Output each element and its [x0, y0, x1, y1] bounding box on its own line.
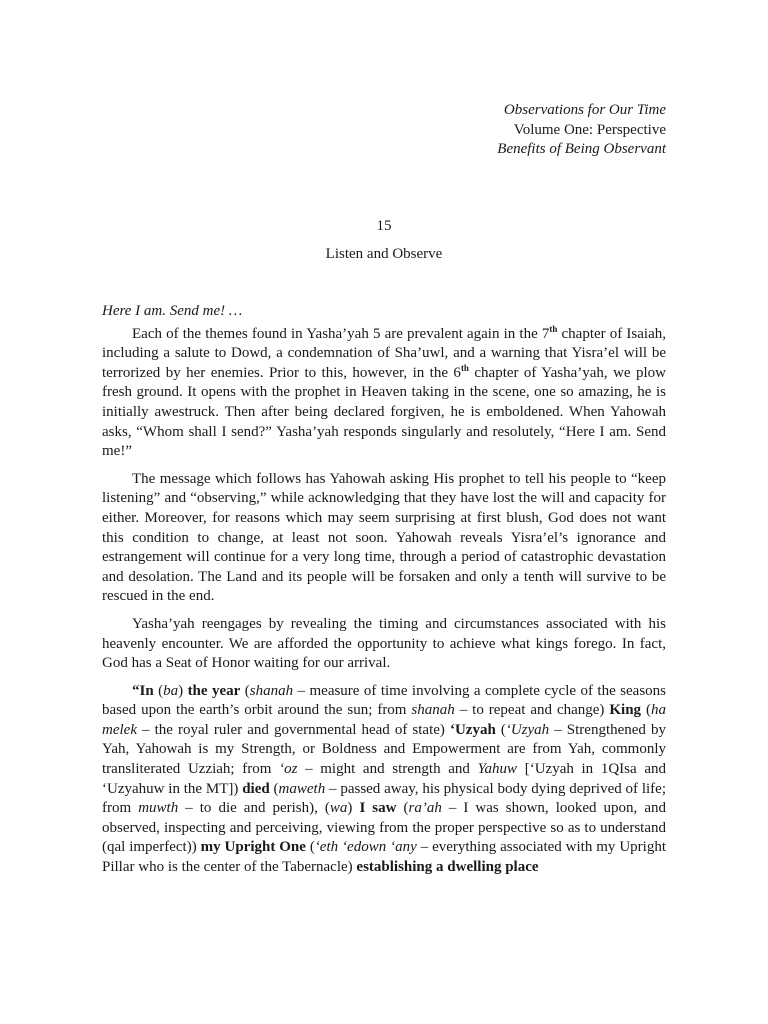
- p4-s33: ra’ah: [408, 800, 442, 817]
- p4-s19: ‘oz: [279, 761, 298, 778]
- paragraph-1: [102, 325, 666, 462]
- p4-s25: maweth: [278, 780, 326, 797]
- p4-s18: – Strengthened by Yah, Yahowah is my Strength, or Boldness and Empowerment are from Yah, commonly transliterated Uzziah; from: [102, 721, 666, 778]
- p4-s30: ): [347, 800, 360, 817]
- p4-s35: my Upright One: [200, 839, 306, 856]
- p4-s20: – might and strength and: [297, 761, 478, 778]
- p4-s13: ha melek: [102, 702, 666, 738]
- p4-s34: – I was shown, looked upon, and observed, inspecting and perceiving, viewing from the proper perspective so as to understand (qal imperfect)): [102, 800, 666, 856]
- p4-s36: (: [305, 839, 315, 856]
- p4-s10: – to repeat and change): [454, 702, 610, 719]
- p4-s1: “In: [132, 682, 154, 699]
- p4-s7: shanah: [249, 682, 294, 699]
- p4-s27: muwth: [138, 800, 179, 817]
- p4-s12: (: [641, 702, 651, 719]
- p4-s29: wa: [329, 800, 348, 817]
- paragraph-4: [102, 682, 666, 878]
- p4-s22: [‘Uzyah in 1QIsa and ‘Uzyahuw in the MT]): [102, 761, 666, 797]
- p4-s39: establishing a dwelling place: [356, 859, 539, 876]
- p4-s32: (: [396, 800, 409, 817]
- p4-s24: (: [269, 780, 279, 797]
- p4-s21: Yahuw: [477, 761, 518, 778]
- volume-title: Volume One: Perspective: [513, 121, 666, 138]
- p4-s2: (: [153, 682, 164, 699]
- p1-sup-1: th: [549, 323, 558, 334]
- p1-sup-2: th: [460, 362, 469, 373]
- p4-s6: (: [240, 682, 250, 699]
- p4-s5: the year: [187, 682, 241, 699]
- p4-s17: ‘Uzyah: [505, 721, 550, 738]
- p1-text-a: Each of the themes found in Yasha’yah 5 are prevalent again in the 7: [132, 325, 550, 342]
- p4-s14: – the royal ruler and governmental head of state): [136, 721, 450, 738]
- section-title: Benefits of Being Observant: [497, 141, 666, 157]
- body-text: [102, 302, 666, 886]
- p4-s9: shanah: [411, 702, 455, 719]
- p4-s4: ): [178, 682, 188, 699]
- chapter-number: 15: [376, 218, 392, 234]
- p4-s38: – everything associated with my Upright Pillar who is the center of the Tabernacle): [102, 839, 666, 876]
- p4-s28: – to die and perish), (: [178, 800, 330, 817]
- p4-s3: ba: [163, 682, 179, 699]
- p1-text-c: chapter of Yasha’yah, we plow fresh ground. It opens with the prophet in Heaven taking in the scene, one so amazing, he is initially awestruck. Then after being declared forgiven, he is emboldened. When Yahowah asks, “Whom shall I send?” Yasha’yah responds singularly and resolutely, “Here I am. Send me!”: [102, 364, 667, 460]
- p4-s23: died: [242, 780, 270, 797]
- p4-s26: – passed away, his physical body dying deprived of life; from: [102, 780, 666, 817]
- p4-s37: ‘eth ‘edown ‘any: [314, 839, 417, 856]
- p4-s8: – measure of time involving a complete cycle of the seasons based upon the earth’s orbit around the sun; from: [102, 682, 666, 719]
- paragraph-2: The message which follows has Yahowah asking His prophet to tell his people to “keep listening” and “observing,” while acknowledging that they have lost the will and capacity for either. Moreover, for reasons which may seem surprising at first blush, God does not want this condition to change, at least not soon. Yahowah reveals Yisra’el’s ignorance and estrangement will continue for a very long time, through a period of catastrophic devastation and desolation. The Land and its people will be forsaken and only a tenth will survive to be rescued in the end.: [102, 470, 666, 605]
- chapter-title: Listen and Observe: [325, 246, 443, 262]
- subheading: Here I am. Send me! …: [102, 303, 243, 319]
- book-title: Observations for Our Time: [503, 102, 666, 118]
- p4-s31: I saw: [359, 800, 397, 817]
- paragraph-3: Yasha’yah reengages by revealing the timing and circumstances associated with his heavenly encounter. We are afforded the opportunity to achieve what kings forego. In fact, God has a Seat of Honor waiting for our arrival.: [102, 615, 666, 672]
- p4-s11: King: [609, 702, 642, 719]
- p4-s15: ‘Uzyah: [449, 721, 496, 738]
- p1-text-b: chapter of Isaiah, including a salute to Dowd, a condemnation of Sha’uwl, and a warning that Yisra’el will be terrorized by her enemies. Prior to this, however, in the 6: [102, 325, 666, 381]
- running-header: [497, 101, 666, 160]
- p4-s16: (: [495, 721, 506, 738]
